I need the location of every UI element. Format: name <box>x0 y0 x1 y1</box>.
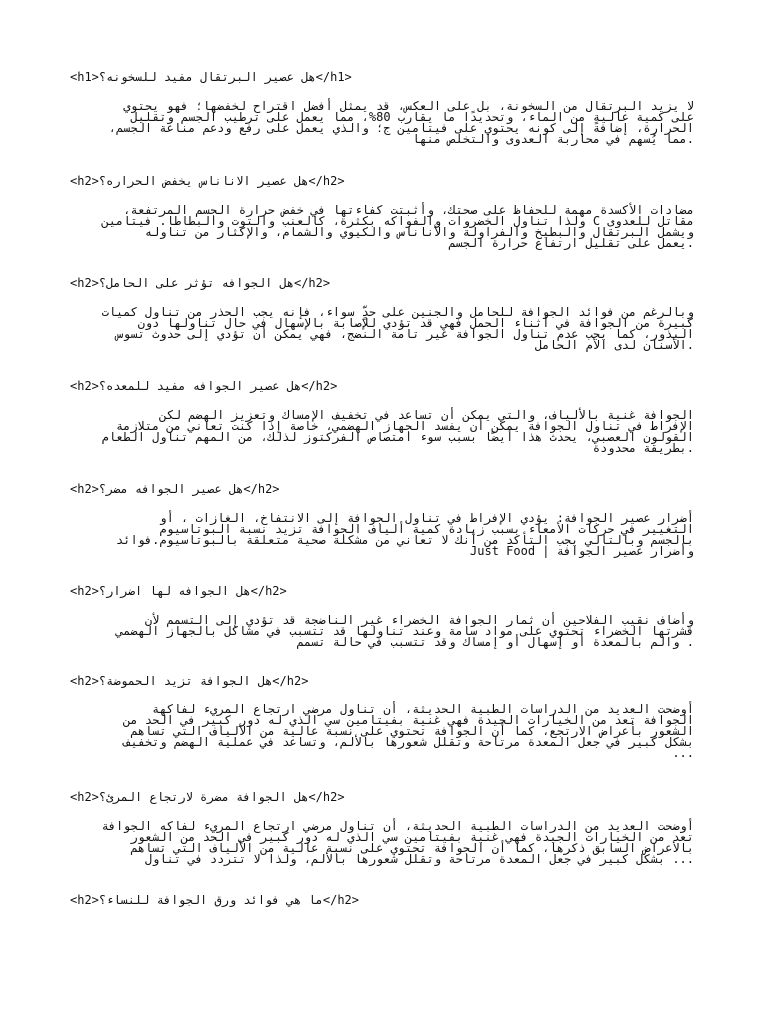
heading-3: <h2>هل الجوافه تؤثر على الحامل؟</h2> <box>70 276 331 290</box>
paragraph-6: وأضاف نقيب الفلاحين أن ثمار الجوافة الخضراء غير الناضجة قد تؤدي إلى التسمم لأن قشرتها الخضراء تحتوي على مواد سامة وعند تناولها قد تتسبب في مشاكل بالجهاز الهضمي . والم بالمعدة أو إسهال أو إمساك وقد تتسبب في حالة تسمم <box>116 613 694 649</box>
paragraph-5: أضرار عصير الجوافة: يؤدي الإفراط في تناول الجوافة إلى الانتفاخ، الغازات ، أو التغيير في حركات الأمعاء بسبب زيادة كمية ألياف الجوافة تزيد نسبة البوتاسيوم بالجسم وبالتالي يجب التأكد من أنك لا تعاني من مشكلة صحية متعلقة بالبوتاسيوم.فوائد Just Food | وأضرار عصير الجوافة <box>116 511 694 558</box>
heading-5: <h2>هل عصير الجوافه مضر؟</h2> <box>70 482 280 496</box>
heading-6: <h2>هل الجوافه لها اضرار؟</h2> <box>70 584 287 598</box>
paragraph-4: الجوافة غنية بالألياف، والتي يمكن أن تساعد في تخفيف الإمساك وتعزيز الهضم لكن الإفراط في تناول الجوافة يمكن أن يفسد الجهاز الهضمي، خاصة إذا كنت تعاني من متلازمة القولون العصبي، يحدث هذا أيضًا بسبب سوء امتصاص الفركتوز لذلك، من المهم تناول الطعام .بطريقة محدودة <box>101 408 694 455</box>
paragraph-7: أوضحت العديد من الدراسات الطبية الحديثة، أن تناول مرضي ارتجاع المريء لفاكهة الجوافة تعد من الخيارات الجيدة فهي غنية بفيتامين سي الذي له دور كبير في الحد من الشعور بأعراض الارتجع، كما أن الجوافة تحتوي على نسبة عالية من الألياف التي تساهم بشكل كبير في جعل المعدة مرتاحة وتقلل شعورها بالألم، وتساعد في عملية الهضم وتخفيف ... <box>123 702 694 760</box>
paragraph-8: أوضحت العديد من الدراسات الطبية الحديثة، أن تناول مرضي ارتجاع المريء لفاكه الجوافة تعد من الخيارات الجيدة فهي غنية بفيتامين سي الذي له دور كبير في الحد من الشعور بالأعراض السابق ذكرها، كما أن الجوافة تحتوي على نسبة عالية من الألياف التي تساهم ... بشكل كبير في جعل المعدة مرتاحة وتقلل شعورها بالألم، ولذا لا تتردد في تناول <box>101 819 694 866</box>
heading-8: <h2>هل الجوافة مضرة لارتجاع المرئ؟</h2> <box>70 790 345 804</box>
heading-2: <h2>هل عصير الاناناس يخفض الحراره؟</h2> <box>70 174 345 188</box>
paragraph-2: مضادات الأكسدة مهمة للحفاظ على صحتك، وأثبتت كفاءتها في خفض حرارة الجسم المرتفعة، مقاتل للعدوى C ولذا تناول الخضروات والفواكه بكثرة، كالعنب والتوت والبطاطا. فيتامين ويشمل البرتقال والبطيخ والفراولة والأناناس والكيوي والشمام، والإكثار من تناوله .يعمل على تقليل ارتفاع حرارة الجسم <box>101 203 694 250</box>
heading-1: <h1>هل عصير البرتقال مفيد للسخونه؟</h1> <box>70 70 352 84</box>
heading-7: <h2>هل الجوافة تزيد الحموضة؟</h2> <box>70 674 309 688</box>
heading-9: <h2>ما هي فوائد ورق الجوافة للنساء؟</h2> <box>70 893 359 907</box>
heading-4: <h2>هل عصير الجوافه مفيد للمعده؟</h2> <box>70 379 338 393</box>
paragraph-1: لا يزيد البرتقال من السخونة، بل على العكس، قد يمثل أفضل اقتراح لخفضها؛ فهو يحتوي على كمية عالية من الماء، وتحديدًا ما يقارب 80%، مما يعمل على ترطيب الجسم وتقليل الحرارة، إضافةً إلى كونه يحتوي على فيتامين ج؛ والذي يعمل على رفع ودعم مناعة الجسم، .مما يُسهم في محاربة العدوى والتخلص منها <box>108 99 694 146</box>
paragraph-3: وبالرغم من فوائد الجوافة للحامل والجنين على حدٍّ سواء، فإنه يجب الحذر من تناول كميات كبيرة من الجوافة في أثناء الحمل فهي قد تؤدي للإصابة بالإسهال في حال تناولها دون البذور، كما يجب عدم تناول الجوافة غير تامة النضج، فهي يمكن أن تؤدي إلى حدوث تسوس .الأسنان لدى الأم الحامل <box>101 305 694 352</box>
